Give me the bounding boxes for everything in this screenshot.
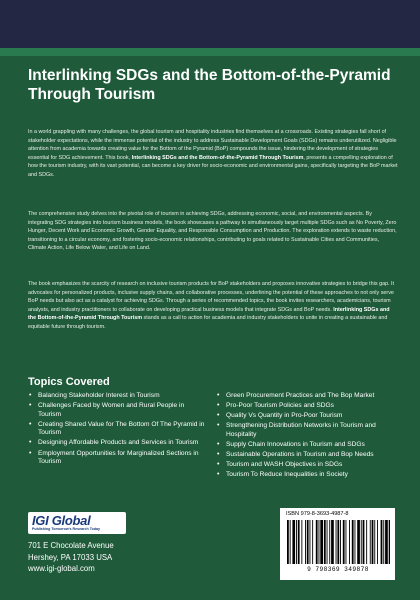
- paragraph-text: stands as a call to action for academia and industry stakeholders to unite in creating a sustainable and equitable future through tourism.: [28, 315, 388, 330]
- topic-item: • Designing Affordable Products and Services in Tourism: [28, 439, 208, 448]
- top-band: [0, 0, 420, 48]
- description-paragraph-1: [28, 128, 398, 180]
- book-title-inline: Interlinking SDGs and the Bottom-of-the-Pyramid Through Tourism: [131, 154, 304, 161]
- isbn-barcode: [280, 508, 395, 580]
- isbn-digits: 9 798369 349878: [307, 566, 369, 573]
- topics-list-left: [28, 392, 208, 468]
- address-line-2: Hershey, PA 17033 USA: [28, 552, 113, 562]
- description-paragraph-3: [28, 280, 398, 332]
- publisher-address: [28, 540, 114, 575]
- topic-item: • Pro-Poor Tourism Policies and SDGs: [216, 402, 396, 411]
- publisher-logo-text: IGI Global: [32, 512, 91, 528]
- topic-item: • Employment Opportunities for Marginalized Sections in Tourism: [28, 450, 208, 467]
- topic-item: • Sustainable Operations in Tourism and Bop Needs: [216, 451, 396, 460]
- book-title: Interlinking SDGs and the Bottom-of-the-Pyramid Through Tourism: [28, 67, 391, 103]
- paragraph-text: In a world grappling with many challenges, the global tourism and hospitality industries find themselves at a crossroads. Existing strategies fall short of stakeholder expectations, while the immense potential of the industry to address Sustainable Development Goals (SDGs) remains underutilized. Negligible attention from academia towards creating value for the Bottom of the Pyramid (BoP) compounds the issue, hindering the development of strategies essential for SDG achievement. This book,: [28, 129, 397, 161]
- publisher-logo: [28, 512, 126, 534]
- topic-item: • Tourism To Reduce Inequalities in Society: [216, 471, 396, 480]
- paragraph-text: The book emphasizes the scarcity of research on inclusive tourism products for BoP stakeholders and proposes innovative strategies to bridge this gap. It advocates for personalized products, inclusive supply chains, and collaborative processes, underlining the potential of these approaches to not only serve BoP needs but also act as a catalyst for achieving SDGs. Through a series of recommended topics, the book invites researchers, academicians, tourism analysts, and industry practitioners to collaborate on developing practical business models that integrate SDGs and BoP needs.: [28, 281, 395, 313]
- topic-item: • Challenges Faced by Women and Rural People in Tourism: [28, 402, 208, 419]
- topic-item: • Creating Shared Value for The Bottom Of The Pyramid in Tourism: [28, 421, 208, 438]
- publisher-tagline: Publishing Tomorrow's Research Today: [32, 526, 101, 531]
- book-title-inline: Interlinking SDGs and the Bottom-of-the-Pyramid Through Tourism: [28, 306, 390, 322]
- paragraph-text: , presents a compelling exploration of how the tourism industry, with its vast potential, can become a key driver for socio-economic and environmental gains, specifically targeting the BoP market and SDGs.: [28, 154, 398, 178]
- address-line-1: 701 E Chocolate Avenue: [28, 541, 114, 550]
- topics-list-right: [216, 392, 396, 481]
- topic-item: • Balancing Stakeholder Interest in Tourism: [28, 392, 208, 401]
- topic-item: • Quality Vs Quantity in Pro-Poor Tourism: [216, 412, 396, 421]
- barcode-icon: [286, 520, 390, 564]
- description-paragraph-2: The comprehensive study delves into the pivotal role of tourism in achieving SDGs, addressing economic, social, and environmental aspects. By integrating SDG strategies into tourism business models, the book showcases a pathway to simultaneously target multiple SDGs such as No Poverty, Zero Hunger, Decent Work and Economic Growth, Gender Equality, and Responsible Consumption and Production. The exploration extends to waste reduction, transitioning to a circular economy, and fostering socio-economic relationships, contributing to goals related to Sustainable Cities and Communities, Climate Action, Life Below Water, and Life on Land.: [28, 211, 397, 252]
- topic-item: • Green Procurement Practices and The Bop Market: [216, 392, 396, 401]
- isbn-label: ISBN 979-8-3693-4987-8: [286, 511, 349, 517]
- publisher-website[interactable]: www.igi-global.com: [28, 564, 95, 573]
- topic-item: • Tourism and WASH Objectives in SDGs: [216, 461, 396, 470]
- topics-heading: Topics Covered: [28, 376, 110, 388]
- accent-strip: [0, 48, 420, 56]
- topic-item: • Supply Chain Innovations in Tourism and SDGs: [216, 441, 396, 450]
- topic-item: • Strengthening Distribution Networks in Tourism and Hospitality: [216, 422, 396, 439]
